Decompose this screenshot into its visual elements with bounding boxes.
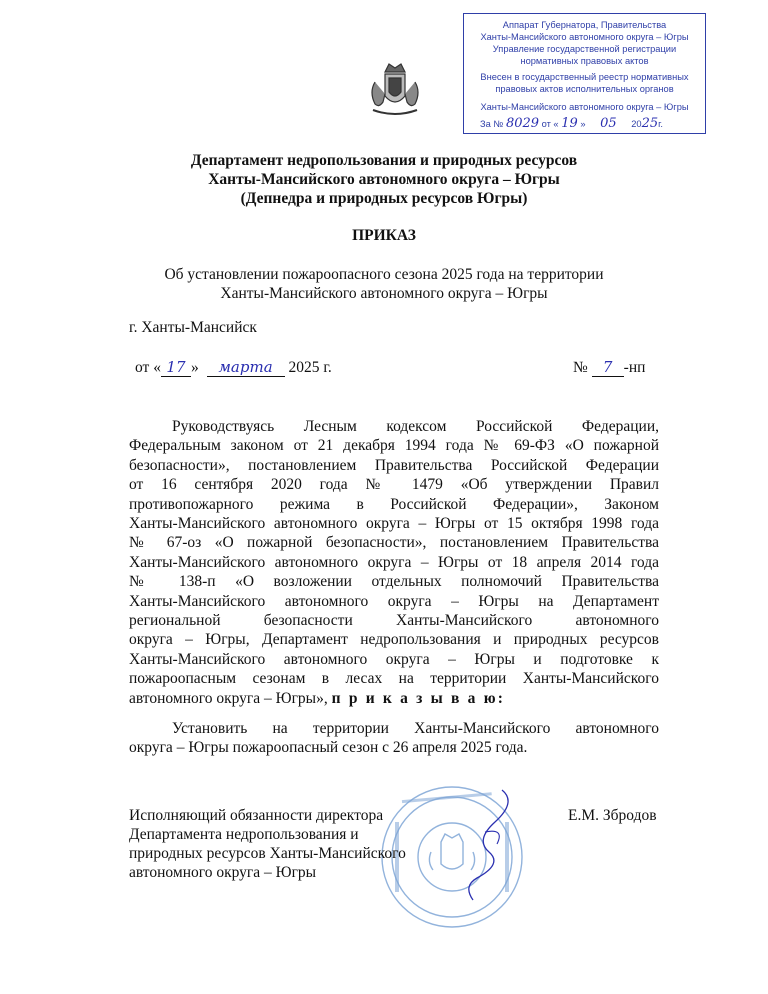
paragraph-line: Установить на территории Ханты-Мансийского автономного — [172, 720, 659, 737]
registration-stamp — [463, 13, 706, 134]
stamp-line: Внесен в государственный реестр нормативных — [480, 72, 689, 82]
date-day: 17 — [161, 358, 191, 377]
coat-of-arms-icon — [363, 58, 427, 122]
city: г. Ханты-Мансийск — [129, 319, 257, 336]
paragraph-line: Ханты-Мансийского автономного округа – Югры от 18 апреля 2014 года — [129, 553, 659, 571]
signatory-position-line3: природных ресурсов Ханты-Мансийского — [129, 845, 406, 862]
document-type: ПРИКАЗ — [352, 227, 416, 244]
paragraph-line: от 16 сентября 2020 года № 1479 «Об утверждении Правил — [129, 476, 659, 494]
order-number — [573, 358, 645, 377]
stamp-day: 19 — [561, 116, 578, 131]
stamp-month: 05 — [600, 116, 617, 131]
signatory-position-line4: автономного округа – Югры — [129, 864, 317, 881]
paragraph-line: Руководствуясь Лесным кодексом Российской Федерации, — [172, 418, 659, 435]
stamp-number-line: За № 8029 от « 19 » 05 2025г. — [480, 116, 663, 131]
department-name-line2: Ханты-Мансийского автономного округа – Югры — [208, 171, 560, 188]
signatory-position-line1: Исполняющий обязанности директора — [129, 807, 384, 824]
paragraph-line: № 67-оз «О пожарной безопасности», постановлением Правительства — [129, 534, 659, 552]
date-close-quote: » — [190, 359, 199, 376]
decision-paragraph — [129, 719, 659, 758]
paragraph-line: Ханты-Мансийского автономного округа – Югры и подготовке к — [129, 650, 659, 668]
paragraph-line: округа – Югры пожароопасный сезон с 26 апреля 2025 года. — [129, 739, 528, 757]
stamp-line: Ханты-Мансийского автономного округа – Югры — [480, 32, 689, 42]
stamp-line: Аппарат Губернатора, Правительства — [502, 20, 667, 30]
order-subject-line1: Об установлении пожароопасного сезона 2025 года на территории — [164, 266, 604, 283]
paragraph-line: пожароопасным сезонам в лесах на территории Ханты-Мансийского — [129, 670, 659, 688]
order-subject-line2: Ханты-Мансийского автономного округа – Югры — [220, 285, 548, 302]
paragraph-line: округа – Югры, Департамент недропользования и природных ресурсов — [129, 631, 659, 649]
stamp-year: 25 — [641, 116, 659, 131]
paragraph-line: Федеральным законом от 21 декабря 1994 года № 69-ФЗ «О пожарной — [129, 437, 659, 455]
date-from-label: от « — [135, 359, 161, 376]
stamp-line: правовых актов исполнительных органов — [495, 84, 674, 94]
department-name-line1: Департамент недропользования и природных ресурсов — [190, 152, 578, 169]
paragraph-line: Ханты-Мансийского автономного округа – Югры от 15 октября 1998 года — [129, 515, 659, 533]
signatory-position-line2: Департамента недропользования и — [129, 826, 359, 843]
stamp-number-prefix: За № — [480, 119, 504, 129]
stamp-year-unit: г. — [658, 119, 663, 129]
signatory-name: Е.М. Збродов — [568, 807, 657, 824]
order-directive: п р и к а з ы в а ю: — [331, 689, 506, 707]
date-month: марта — [207, 358, 285, 377]
stamp-line: Ханты-Мансийского автономного округа – Югры — [480, 102, 689, 112]
stamp-year-prefix: 20 — [631, 119, 642, 129]
stamp-number: 8029 — [505, 116, 540, 131]
preamble-paragraph — [129, 417, 659, 708]
stamp-line: Управление государственной регистрации — [492, 44, 677, 54]
number-value: 7 — [592, 358, 624, 377]
paragraph-line: № 138-п «О возложении отдельных полномочий Правительства — [129, 573, 659, 591]
paragraph-last-line — [129, 689, 659, 708]
stamp-date-prefix: от « — [541, 119, 559, 129]
paragraph-line: Ханты-Мансийского автономного округа – Югры на Департамент — [129, 592, 659, 610]
stamp-line: нормативных правовых актов — [520, 56, 649, 66]
order-date — [135, 358, 332, 377]
number-label: № — [573, 359, 588, 376]
paragraph-line: противопожарного режима в Российской Федерации», Законом — [129, 495, 659, 513]
paragraph-line: региональной безопасности Ханты-Мансийского автономного — [129, 612, 659, 630]
date-year: 2025 г. — [288, 359, 332, 376]
number-suffix: -нп — [623, 359, 646, 376]
paragraph-line: безопасности», постановлением Правительства Российской Федерации — [129, 456, 659, 474]
department-short-name: (Депнедра и природных ресурсов Югры) — [240, 190, 528, 207]
paragraph-line: автономного округа – Югры», — [129, 689, 328, 707]
